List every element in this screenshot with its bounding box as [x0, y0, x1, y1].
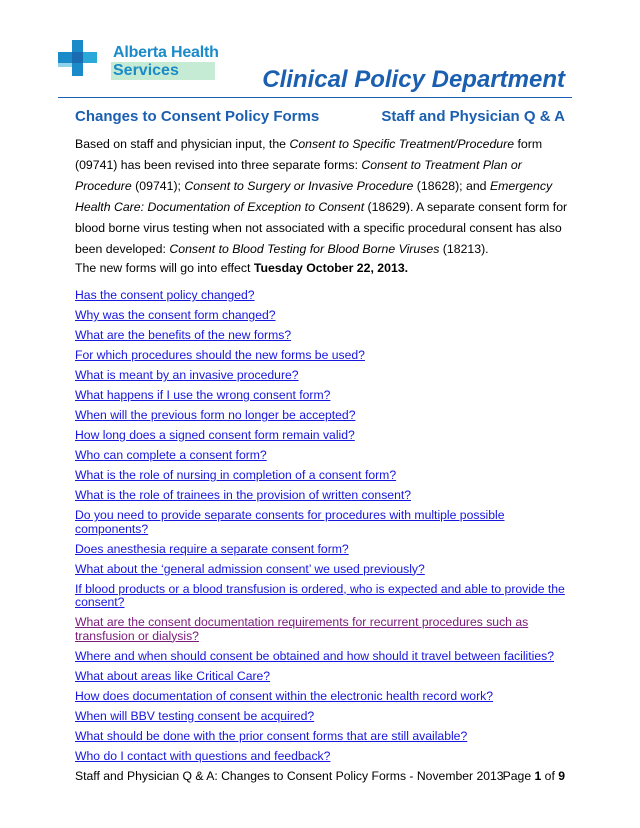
- form-name-surgery: Consent to Surgery or Invasive Procedure: [184, 179, 414, 193]
- question-link-list: [75, 289, 575, 770]
- effective-text: The new forms will go into effect: [75, 261, 254, 275]
- logo-line1: Alberta Health: [113, 44, 219, 61]
- page-number: 1: [534, 769, 542, 783]
- of-label: of: [541, 769, 559, 783]
- intro-text-3: (09741);: [131, 179, 185, 193]
- question-link[interactable]: If blood products or a blood transfusion is ordered, who is expected and able to provide the consent?: [75, 581, 565, 609]
- question-link-visited[interactable]: What are the consent documentation requirements for recurrent procedures such as transfusion or dialysis?: [75, 615, 529, 643]
- question-link[interactable]: Has the consent policy changed?: [75, 288, 255, 302]
- form-name-treatment-plan: Consent to Treatment Plan or Procedure: [75, 158, 522, 193]
- effective-date-line: [75, 261, 408, 275]
- form-name-bbv: Consent to Blood Testing for Blood Borne Viruses: [169, 242, 440, 256]
- question-link[interactable]: How does documentation of consent within the electronic health record work?: [75, 688, 493, 703]
- effective-date: Tuesday October 22, 2013.: [253, 261, 409, 275]
- question-link[interactable]: For which procedures should the new forms be used?: [75, 348, 365, 362]
- intro-paragraph: [75, 134, 575, 260]
- question-link[interactable]: Why was the consent form changed?: [75, 308, 276, 322]
- question-link[interactable]: Who can complete a consent form?: [75, 448, 267, 462]
- question-link[interactable]: What about areas like Critical Care?: [75, 668, 271, 683]
- department-title: Clinical Policy Department: [262, 66, 565, 93]
- logo-line2: Services: [111, 62, 215, 80]
- question-link[interactable]: When will BBV testing consent be acquired?: [75, 708, 315, 723]
- question-link[interactable]: What is meant by an invasive procedure?: [75, 368, 299, 382]
- question-link[interactable]: Who do I contact with questions and feedback?: [75, 748, 331, 763]
- question-link[interactable]: What are the benefits of the new forms?: [75, 328, 292, 342]
- question-link[interactable]: What about the ‘general admission consent’ we used previously?: [75, 561, 425, 576]
- question-link[interactable]: Does anesthesia require a separate consent form?: [75, 541, 349, 556]
- question-link[interactable]: How long does a signed consent form remain valid?: [75, 428, 355, 442]
- question-link[interactable]: When will the previous form no longer be accepted?: [75, 408, 356, 422]
- page-label: Page: [502, 769, 535, 783]
- intro-text-1: Based on staff and physician input, the: [75, 137, 290, 151]
- document-audience: Staff and Physician Q & A: [381, 108, 565, 125]
- question-link[interactable]: What is the role of nursing in completion of a consent form?: [75, 468, 397, 482]
- footer-title: Staff and Physician Q & A: Changes to Consent Policy Forms - November 2013: [75, 769, 504, 783]
- page-total: 9: [558, 769, 565, 783]
- question-link[interactable]: What is the role of trainees in the provision of written consent?: [75, 488, 412, 502]
- question-link[interactable]: Do you need to provide separate consents for procedures with multiple possible components?: [75, 508, 505, 536]
- question-link[interactable]: Where and when should consent be obtained and how should it travel between facilities?: [75, 648, 555, 663]
- question-link[interactable]: What should be done with the prior consent forms that are still available?: [75, 728, 468, 743]
- page-indicator: [503, 769, 565, 783]
- intro-text-4: (18628); and: [413, 179, 490, 193]
- header-divider: [58, 97, 572, 98]
- intro-text-5: (18629). A separate consent form for blood borne virus testing when not associated with a specific procedural consent has also been developed:: [75, 200, 568, 256]
- intro-text-6: (18213).: [439, 242, 489, 256]
- form-name-09741: Consent to Specific Treatment/Procedure: [289, 137, 515, 151]
- document-subtitle: Changes to Consent Policy Forms: [75, 108, 320, 125]
- form-name-emergency: Emergency Health Care: Documentation of Exception to Consent: [75, 179, 553, 214]
- intro-text-2: form (09741) has been revised into three separate forms:: [75, 137, 543, 172]
- question-link[interactable]: What happens if I use the wrong consent form?: [75, 388, 331, 402]
